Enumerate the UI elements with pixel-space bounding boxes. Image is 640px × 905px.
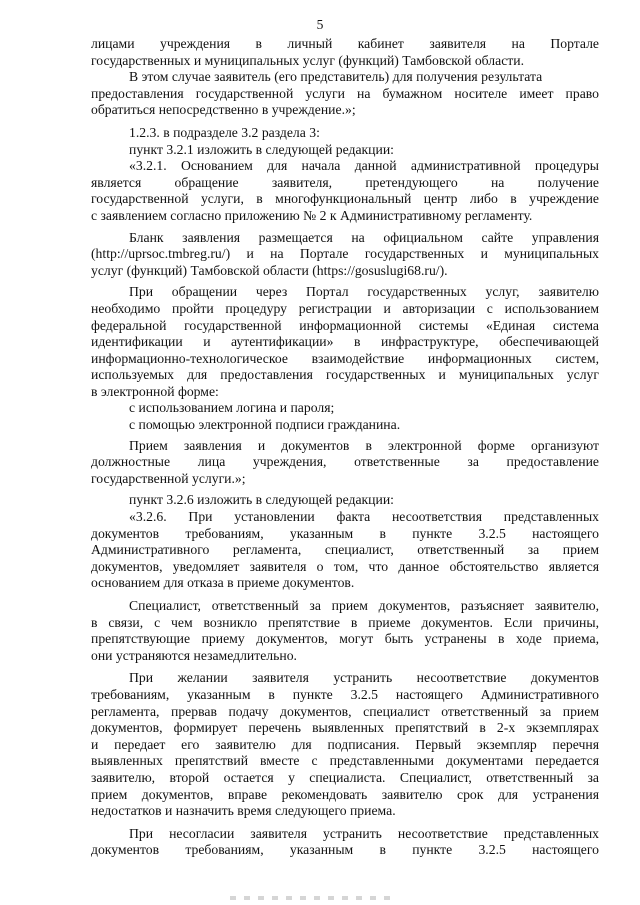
text-line: предоставления государственной услуги на бумажном носителе имеет право xyxy=(91,85,599,101)
text-line: недостатков и назначить время следующего приема. xyxy=(91,803,396,819)
text-line: государственной услуги, в многофункциональный центр либо в учреждение xyxy=(91,191,599,207)
page-number: 5 xyxy=(316,17,324,32)
text-line: документов требованиям, указанным в пункте 3.2.5 настоящего xyxy=(91,525,599,541)
text-line: и передает его заявителю для подписания. Первый экземпляр перечня xyxy=(91,736,599,752)
scan-artifact xyxy=(230,896,390,900)
text-line: основанием для отказа в приеме документов. xyxy=(91,575,355,591)
text-line: При обращении через Портал государственных услуг, заявителю xyxy=(129,284,599,300)
text-line: 1.2.3. в подразделе 3.2 раздела 3: xyxy=(129,124,320,140)
text-line: Бланк заявления размещается на официальном сайте управления xyxy=(129,229,599,245)
text-line: государственной услуги.»; xyxy=(91,470,246,486)
text-line: необходимо пройти процедуру регистрации и авторизации с использованием xyxy=(91,300,599,316)
text-line: (http://uprsoc.tmbreg.ru/) и на Портале государственных и муниципальных xyxy=(91,246,599,262)
text-line: документов, формирует перечень выявленных препятствий в 2-х экземплярах xyxy=(91,720,599,736)
text-line: регламента, прервав подачу документов, специалист ответственный за прием xyxy=(91,703,599,719)
text-line: прием документов, вправе рекомендовать заявителю срок для устранения xyxy=(91,786,599,802)
text-line: государственных и муниципальных услуг (функций) Тамбовской области. xyxy=(91,52,525,68)
text-line: «3.2.6. При установлении факта несоответствия представленных xyxy=(129,509,599,525)
text-line: При несогласии заявителя устранить несоответствие представленных xyxy=(129,825,599,841)
text-line: При желании заявителя устранить несоответствие документов xyxy=(129,670,599,686)
document-body xyxy=(91,36,599,859)
text-line: лицами учреждения в личный кабинет заявителя на Портале xyxy=(91,36,599,51)
text-line: выявленных препятствий вместе с представленными документами передается xyxy=(91,753,599,769)
text-line: требованиям, указанным в пункте 3.2.5 настоящего Административного xyxy=(91,686,599,702)
text-line: документов, уведомляет заявителя о том, что данное обстоятельство является xyxy=(91,558,599,574)
text-line: с помощью электронной подписи гражданина. xyxy=(129,417,401,433)
text-line: идентификации и аутентификации» в инфраструктуре, обеспечивающей xyxy=(91,334,599,350)
text-line: с заявлением согласно приложению № 2 к Административному регламенту. xyxy=(91,207,533,223)
text-line: с использованием логина и пароля; xyxy=(129,400,335,416)
text-line: они устраняются незамедлительно. xyxy=(91,647,297,663)
text-line: Специалист, ответственный за прием документов, разъясняет заявителю, xyxy=(129,598,599,613)
text-line: является обращение заявителя, претендующего на получение xyxy=(91,174,599,190)
text-line: используемых для предоставления государственных и муниципальных услуг xyxy=(91,367,599,383)
text-line: В этом случае заявитель (его представитель) для получения результата xyxy=(129,69,543,85)
text-line: в связи, с чем возникло препятствие в приеме документов. Если причины, xyxy=(91,614,599,630)
text-line: услуг (функций) Тамбовской области (https://gosuslugi68.ru/). xyxy=(91,262,448,278)
text-line: Административного регламента, специалист, ответственный за прием xyxy=(91,542,599,558)
text-line: Прием заявления и документов в электронной форме организуют xyxy=(129,437,599,453)
text-line: в электронной форме: xyxy=(91,383,219,399)
text-line: документов требованиям, указанным в пункте 3.2.5 настоящего xyxy=(91,842,599,858)
text-line: информационно-технологическое взаимодействие информационных систем, xyxy=(91,350,599,366)
text-line: пункт 3.2.6 изложить в следующей редакции: xyxy=(129,492,394,508)
text-line: пункт 3.2.1 изложить в следующей редакции: xyxy=(129,141,394,157)
text-line: должностные лица учреждения, ответственные за предоставление xyxy=(91,454,599,470)
text-line: федеральной государственной информационной системы «Единая система xyxy=(91,317,599,333)
text-line: препятствующие приему документов, могут быть устранены в ходе приема, xyxy=(91,631,599,647)
text-line: «3.2.1. Основанием для начала данной административной процедуры xyxy=(129,158,599,174)
text-line: заявителю, второй остается у специалиста. Специалист, ответственный за xyxy=(91,769,599,785)
text-line: обратиться непосредственно в учреждение.»; xyxy=(91,102,356,118)
